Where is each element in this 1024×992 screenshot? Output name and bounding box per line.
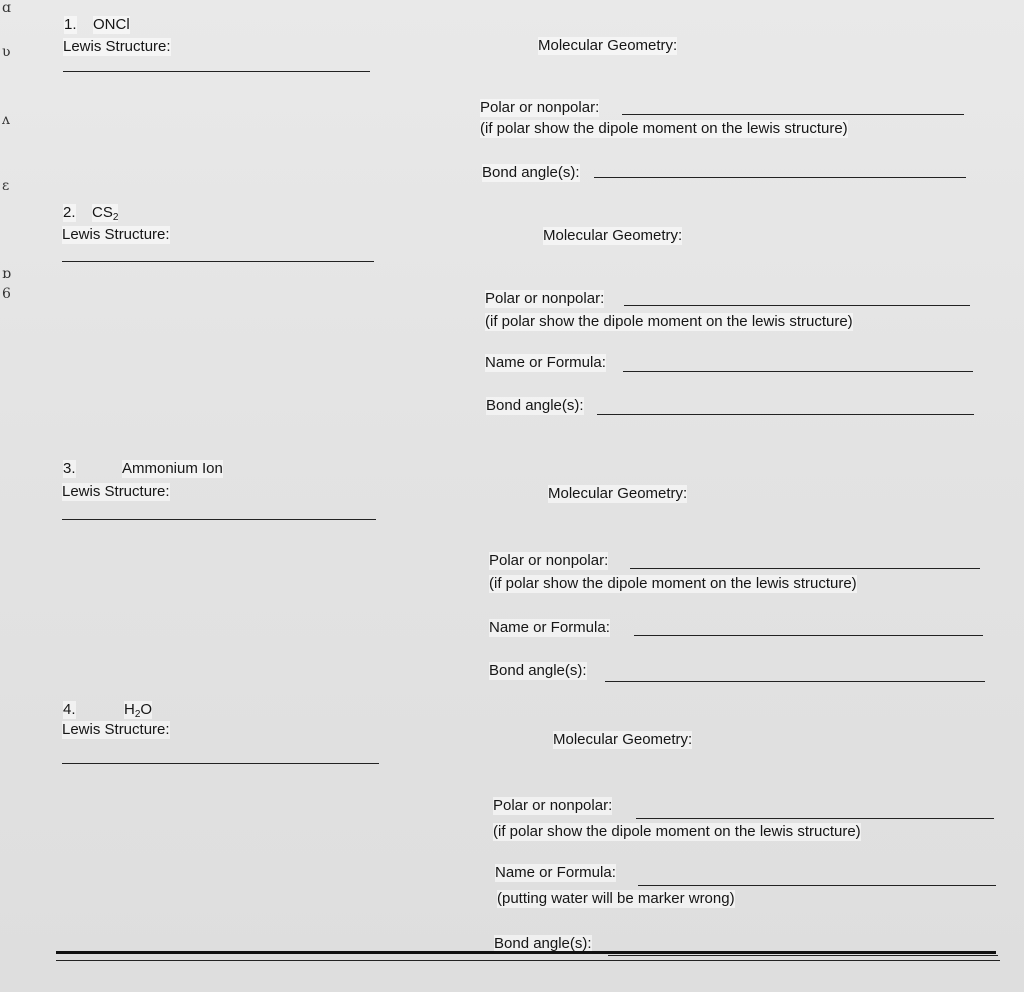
- polar-label: Polar or nonpolar:: [485, 290, 605, 307]
- bond-angle-label: Bond angle(s):: [489, 662, 587, 679]
- polar-answer-line[interactable]: [636, 818, 994, 819]
- question-number: 4.: [63, 701, 76, 718]
- polar-note: (if polar show the dipole moment on the lewis structure): [489, 575, 857, 592]
- name-formula-label: Name or Formula:: [485, 354, 606, 371]
- lewis-structure-rule: [62, 763, 379, 764]
- polar-label: Polar or nonpolar:: [480, 99, 600, 116]
- margin-mark: ʋ: [2, 44, 11, 60]
- lewis-structure-rule: [63, 71, 370, 72]
- bond-angle-answer-line[interactable]: [608, 955, 998, 956]
- polar-answer-line[interactable]: [624, 305, 970, 306]
- name-formula-answer-line[interactable]: [638, 885, 996, 886]
- compound-name: Ammonium Ion: [122, 460, 223, 477]
- margin-mark: ɑ: [2, 0, 11, 16]
- lewis-structure-label: Lewis Structure:: [62, 226, 170, 243]
- name-formula-note: (putting water will be marker wrong): [497, 890, 735, 907]
- question-number: 3.: [63, 460, 76, 477]
- molecular-geometry-label: Molecular Geometry:: [553, 731, 693, 748]
- bond-angle-answer-line[interactable]: [594, 177, 966, 178]
- molecular-geometry-label: Molecular Geometry:: [548, 485, 688, 502]
- margin-mark: ɛ: [2, 178, 10, 194]
- lewis-structure-label: Lewis Structure:: [63, 38, 171, 55]
- bond-angle-label: Bond angle(s):: [486, 397, 584, 414]
- lewis-structure-rule: [62, 261, 374, 262]
- question-number: 2.: [63, 204, 76, 221]
- page-bottom-rule: [56, 951, 996, 954]
- polar-label: Polar or nonpolar:: [489, 552, 609, 569]
- name-formula-answer-line[interactable]: [634, 635, 983, 636]
- polar-note: (if polar show the dipole moment on the lewis structure): [493, 823, 861, 840]
- bond-angle-label: Bond angle(s):: [482, 164, 580, 181]
- compound-name: $H_2O$: [124, 701, 153, 720]
- name-formula-label: Name or Formula:: [489, 619, 610, 636]
- lewis-structure-label: Lewis Structure:: [62, 721, 170, 738]
- polar-answer-line[interactable]: [630, 568, 980, 569]
- bond-angle-answer-line[interactable]: [605, 681, 985, 682]
- polar-note: (if polar show the dipole moment on the lewis structure): [480, 120, 848, 137]
- compound-name: $CS_2$: [92, 204, 119, 223]
- molecular-geometry-label: Molecular Geometry:: [538, 37, 678, 54]
- question-number: 1.: [64, 16, 77, 33]
- margin-mark: ɒ: [2, 266, 11, 282]
- compound-name: ONCl: [93, 16, 130, 33]
- margin-mark: ʌ: [2, 112, 10, 128]
- margin-mark: 6: [2, 286, 11, 302]
- bond-angle-label: Bond angle(s):: [494, 935, 592, 952]
- lewis-structure-label: Lewis Structure:: [62, 483, 170, 500]
- lewis-structure-rule: [62, 519, 376, 520]
- polar-label: Polar or nonpolar:: [493, 797, 613, 814]
- name-formula-answer-line[interactable]: [623, 371, 973, 372]
- page-bottom-rule-secondary: [56, 960, 1000, 961]
- molecular-geometry-label: Molecular Geometry:: [543, 227, 683, 244]
- polar-note: (if polar show the dipole moment on the lewis structure): [485, 313, 853, 330]
- polar-answer-line[interactable]: [622, 114, 964, 115]
- bond-angle-answer-line[interactable]: [597, 414, 974, 415]
- name-formula-label: Name or Formula:: [495, 864, 616, 881]
